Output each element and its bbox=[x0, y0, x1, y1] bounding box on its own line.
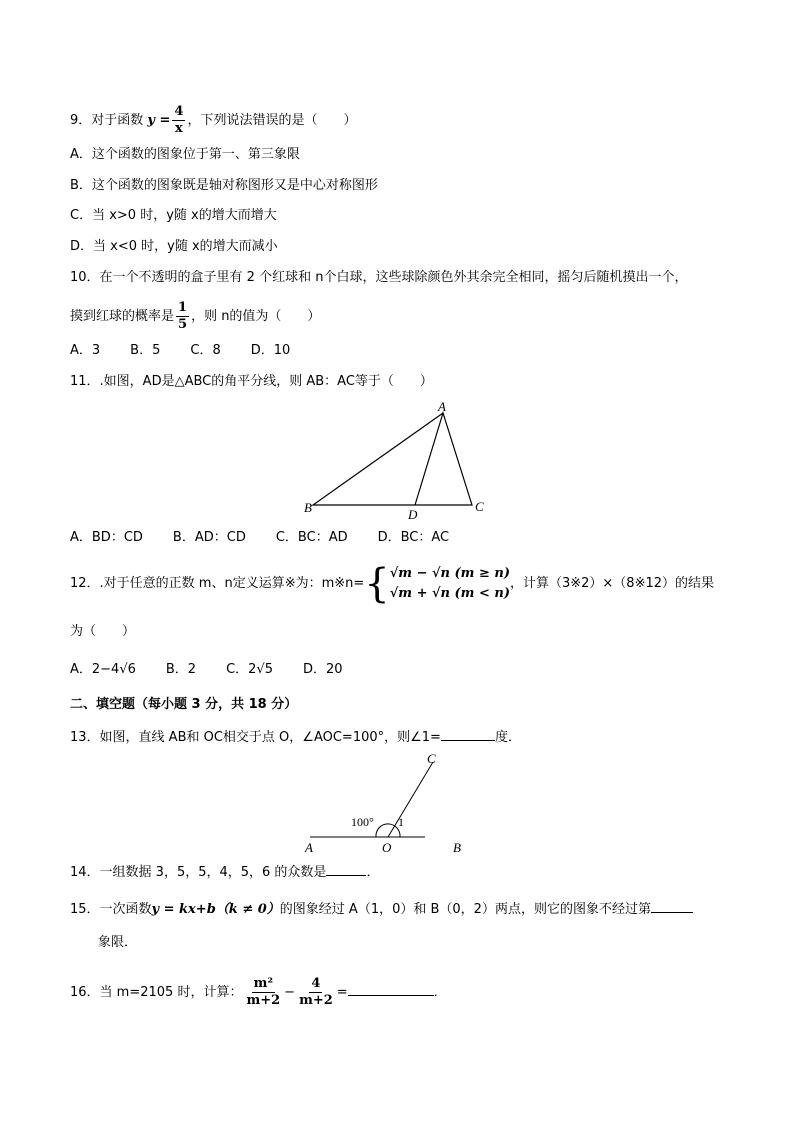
q9-option-d: D．当 x<0 时，y随 x的增大而减小 bbox=[70, 239, 278, 254]
minus-sign: − bbox=[284, 985, 296, 1000]
q9-equation: y = bbox=[147, 113, 171, 128]
q10-text: 摸到红球的概率是 bbox=[70, 309, 175, 324]
fraction-1 bbox=[244, 976, 282, 1009]
angle-label-100: 100° bbox=[351, 815, 374, 829]
equals-sign: = bbox=[336, 985, 348, 1000]
label-o: O bbox=[382, 840, 392, 855]
question-15 bbox=[70, 900, 693, 919]
answer-blank[interactable] bbox=[651, 900, 693, 913]
numerator: 4 bbox=[311, 976, 321, 991]
option-a: A．3 bbox=[70, 343, 101, 358]
q13-stem: 13．如图，直线 AB和 OC相交于点 O，∠AOC=100°，则∠1= bbox=[70, 730, 441, 745]
q14-stem: 14．一组数据 3，5，5，4，5，6 的众数是 bbox=[70, 865, 327, 880]
q15-stem-rest: 的图象经过 A（1，0）和 B（0，2）两点，则它的图象不经过第 bbox=[279, 902, 651, 917]
question-14 bbox=[70, 863, 379, 882]
label-c: C bbox=[475, 499, 484, 514]
angle-figure bbox=[304, 751, 461, 855]
denominator: 5 bbox=[178, 317, 188, 332]
angle-label-1: 1 bbox=[398, 815, 404, 829]
numerator: 1 bbox=[178, 300, 188, 315]
option-a: A．BD：CD bbox=[70, 530, 143, 545]
case-2: √m + √n (m < n) bbox=[389, 585, 510, 601]
q14-end: ． bbox=[366, 865, 380, 880]
q12-stem: 12．.对于任意的正数 m、n定义运算※为：m※n= bbox=[70, 576, 365, 591]
answer-blank[interactable] bbox=[348, 983, 434, 996]
label-b: B bbox=[304, 500, 312, 515]
option-c: C．BC：AD bbox=[275, 530, 348, 545]
option-c: C．2√5 bbox=[226, 662, 273, 677]
q12-stem-rest: ，计算（3※2）×（8※12）的结果 bbox=[509, 576, 715, 591]
label-a: A bbox=[305, 840, 313, 855]
denominator: x bbox=[175, 121, 183, 136]
q10-line1: 10．在一个不透明的盒子里有 2 个红球和 n个白球，这些球除颜色外其余完全相同，摇匀后随机摸出一个， bbox=[70, 270, 688, 285]
q11-options bbox=[70, 529, 479, 547]
section-heading: 二、填空题（每小题 3 分，共 18 分） bbox=[70, 697, 298, 712]
answer-blank[interactable] bbox=[441, 728, 495, 741]
denominator: m+2 bbox=[299, 993, 333, 1008]
option-d: D．10 bbox=[250, 343, 291, 358]
q15-equation: y = kx+b bbox=[151, 902, 216, 917]
q15-condition: （k ≠ 0） bbox=[215, 902, 280, 917]
question-13 bbox=[70, 728, 521, 747]
q13-stem-end: 度． bbox=[494, 730, 521, 745]
option-c: C．8 bbox=[190, 343, 221, 358]
case-1: √m − √n (m ≥ n) bbox=[389, 565, 510, 581]
q12-line2: 为（ ） bbox=[70, 624, 136, 639]
label-b: B bbox=[453, 840, 461, 855]
q16-end: ． bbox=[433, 985, 447, 1000]
answer-blank[interactable] bbox=[326, 863, 366, 876]
label-d: D bbox=[408, 507, 418, 522]
denominator: m+2 bbox=[246, 993, 281, 1008]
q15-line2: 象限． bbox=[98, 935, 138, 950]
numerator: 4 bbox=[174, 104, 184, 119]
q10-text-end: ，则 n的值为（ ） bbox=[191, 309, 321, 324]
question-16 bbox=[70, 976, 447, 1009]
option-d: D．BC：AC bbox=[377, 530, 450, 545]
option-a: A．2−4√6 bbox=[70, 662, 136, 677]
piecewise-definition: { √m − √n (m ≥ n) √m + √n (m < n) bbox=[364, 560, 510, 607]
option-d: D．20 bbox=[303, 662, 343, 677]
question-11: 11．.如图，AD是△ABC的角平分线，则 AB：AC等于（ ） bbox=[70, 374, 433, 389]
q9-option-a: A．这个函数的图象位于第一、第三象限 bbox=[70, 147, 300, 162]
label-c: C bbox=[427, 751, 436, 766]
numerator: m² bbox=[253, 976, 274, 991]
option-b: B．5 bbox=[130, 343, 161, 358]
q16-stem: 16．当 m=2105 时，计算： bbox=[70, 985, 243, 1000]
question-12 bbox=[70, 560, 714, 608]
label-a: A bbox=[438, 399, 446, 414]
q15-stem: 15．一次函数 bbox=[70, 902, 152, 917]
q9-stem-rest: ，下列说法错误的是（ ） bbox=[187, 113, 357, 128]
option-b: B．AD：CD bbox=[172, 530, 246, 545]
q9-stem: 9．对于函数 bbox=[70, 113, 144, 128]
option-b: B．2 bbox=[165, 662, 197, 677]
q9-option-c: C．当 x>0 时，y随 x的增大而增大 bbox=[70, 208, 277, 223]
q9-option-b: B．这个函数的图象既是轴对称图形又是中心对称图形 bbox=[70, 178, 378, 193]
q12-options bbox=[70, 661, 373, 679]
fraction-2 bbox=[297, 976, 335, 1009]
